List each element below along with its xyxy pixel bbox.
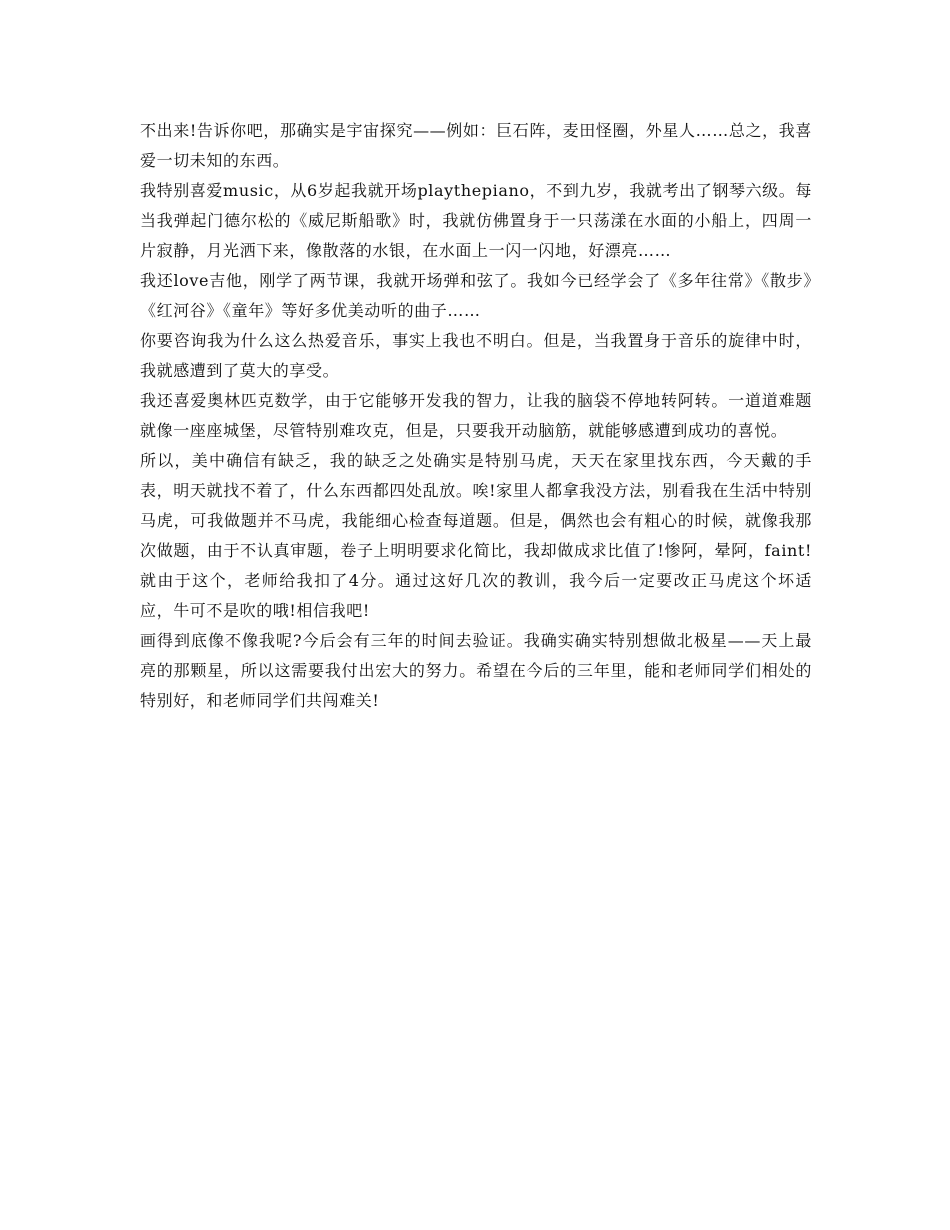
paragraph-5: 我还喜爱奥林匹克数学，由于它能够开发我的智力，让我的脑袋不停地转阿转。一道道难题就像一座座城堡，尽管特别难攻克，但是，只要我开动脑筋，就能够感遭到成功的喜悦。: [140, 391, 812, 440]
paragraph-2: 我特别喜爱music，从6岁起我就开场playthepiano，不到九岁，我就考出了钢琴六级。每当我弹起门德尔松的《威尼斯船歌》时，我就仿佛置身于一只荡漾在水面的小船上，四周一片寂静，月光洒下来，像散落的水银，在水面上一闪一闪地，好漂亮……: [140, 181, 812, 260]
document-body: [140, 116, 812, 716]
paragraph-3: 我还love吉他，刚学了两节课，我就开场弹和弦了。我如今已经学会了《多年往常》《散步》《红河谷》《童年》等好多优美动听的曲子……: [140, 271, 812, 320]
paragraph-1: 不出来!告诉你吧，那确实是宇宙探究——例如：巨石阵，麦田怪圈，外星人……总之，我喜爱一切未知的东西。: [140, 121, 812, 170]
paragraph-6: 所以，美中确信有缺乏，我的缺乏之处确实是特别马虎，天天在家里找东西，今天戴的手表，明天就找不着了，什么东西都四处乱放。唉!家里人都拿我没方法，别看我在生活中特别马虎，可我做题并不马虎，我能细心检查每道题。但是，偶然也会有粗心的时候，就像我那次做题，由于不认真审题，卷子上明明要求化简比，我却做成求比值了!惨阿，晕阿，faint!就由于这个，老师给我扣了4分。通过这好几次的教训，我今后一定要改正马虎这个坏适应，牛可不是吹的哦!相信我吧!: [140, 451, 812, 620]
paragraph-7: 画得到底像不像我呢?今后会有三年的时间去验证。我确实确实特别想做北极星——天上最亮的那颗星，所以这需要我付出宏大的努力。希望在今后的三年里，能和老师同学们相处的特别好，和老师同学们共闯难关!: [140, 631, 812, 710]
paragraph-4: 你要咨询我为什么这么热爱音乐，事实上我也不明白。但是，当我置身于音乐的旋律中时，我就感遭到了莫大的享受。: [140, 331, 812, 380]
